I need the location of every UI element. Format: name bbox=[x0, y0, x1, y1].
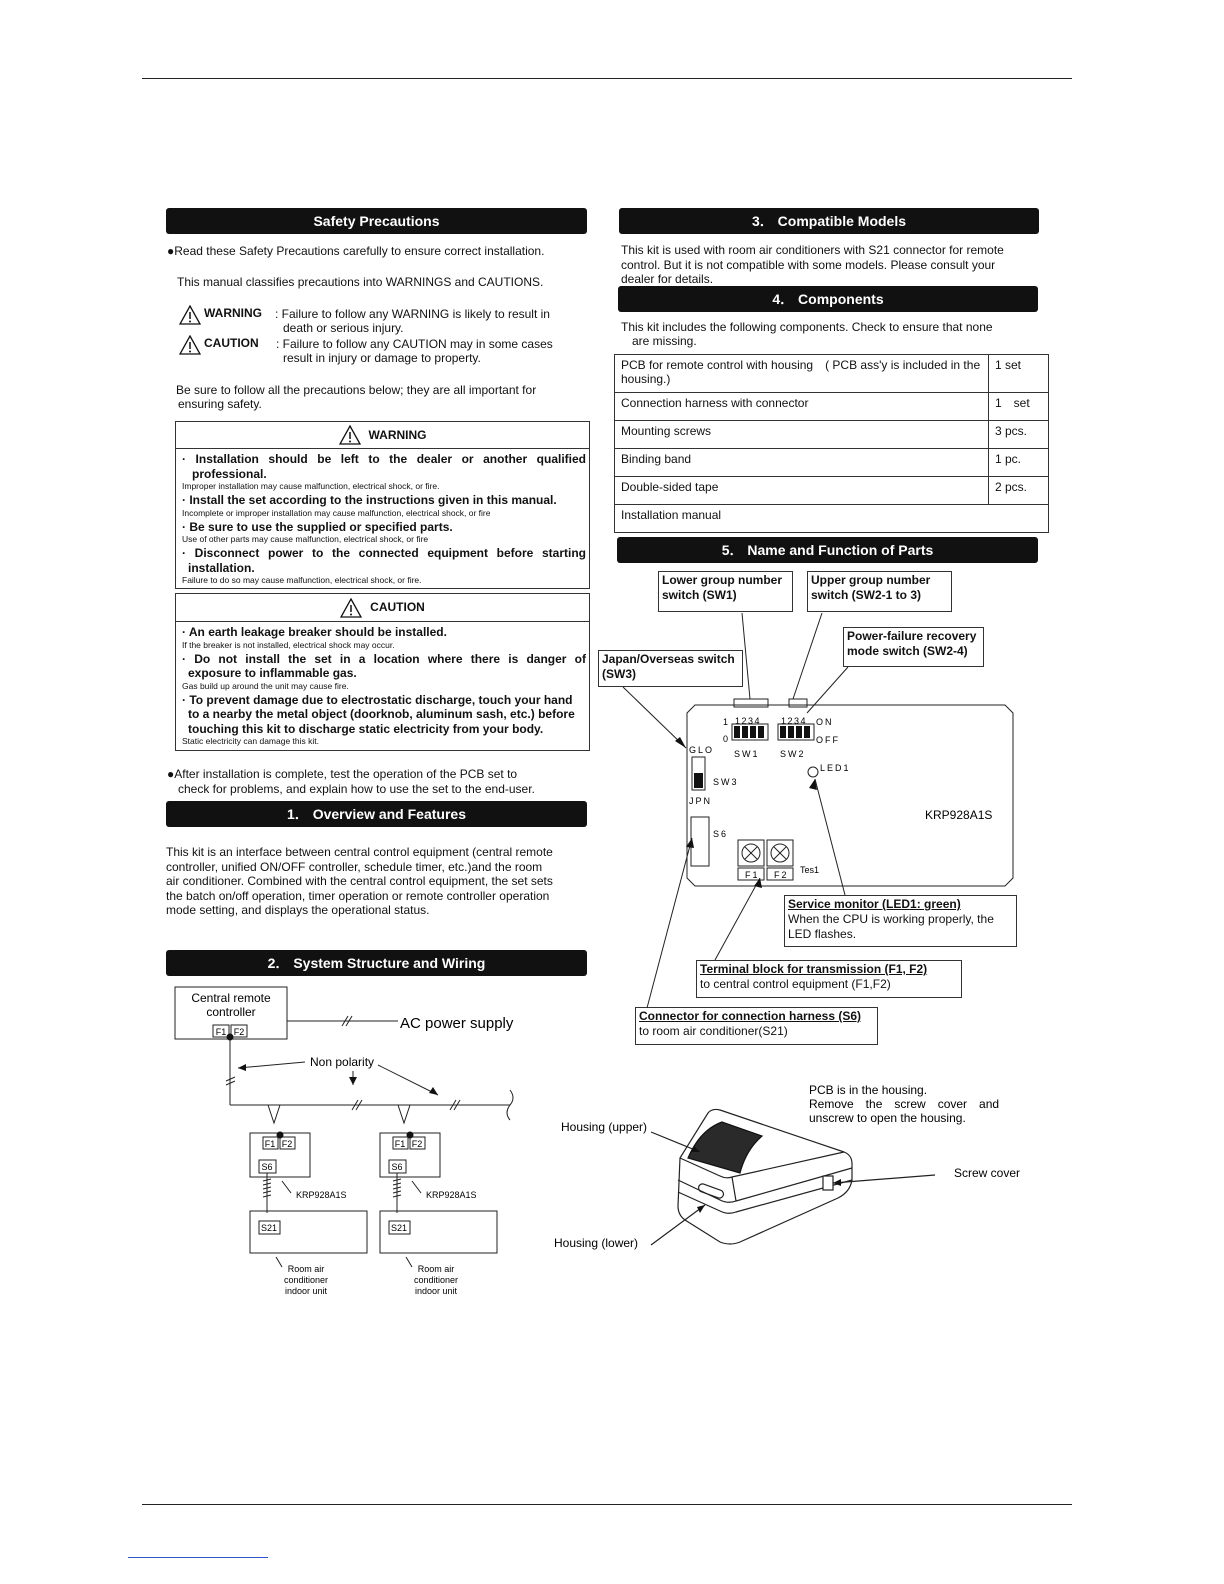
screw-cover bbox=[823, 1176, 833, 1190]
caution-item bbox=[182, 625, 586, 651]
sw1-text: SW1 bbox=[734, 749, 760, 759]
connector-callout-desc: to room air conditioner(S21) bbox=[639, 1024, 788, 1038]
housing-window bbox=[688, 1122, 762, 1173]
sw24-label: Power-failure recovery mode switch (SW2-4) bbox=[843, 627, 984, 667]
legend-caution-desc-1: : Failure to follow any CAUTION may in some cases bbox=[276, 337, 553, 351]
component-name: Installation manual bbox=[615, 505, 1049, 533]
sw2-label: Upper group number switch (SW2-1 to 3) bbox=[807, 571, 952, 612]
legend-warning-label: WARNING bbox=[204, 306, 262, 320]
kit2-s6-text: S6 bbox=[391, 1162, 403, 1172]
pcb-note-3: unscrew to open the housing. bbox=[809, 1111, 966, 1125]
room1-line3: indoor unit bbox=[284, 1286, 328, 1296]
component-qty: 1 set bbox=[989, 393, 1049, 421]
table-row bbox=[615, 477, 1049, 505]
dip-off: OFF bbox=[816, 735, 840, 745]
dip-zero: 0 bbox=[723, 734, 729, 744]
jpn-text: JPN bbox=[689, 796, 713, 806]
housing-lower-label: Housing (lower) bbox=[554, 1236, 639, 1250]
components-table bbox=[614, 354, 1049, 533]
warning-item-title: · Disconnect power to the connected equipment before starting bbox=[182, 546, 586, 560]
warning-item bbox=[182, 520, 586, 546]
dip-on: ON bbox=[816, 717, 834, 727]
compatible-text bbox=[621, 243, 1031, 287]
board-model: KRP928A1S bbox=[925, 808, 993, 822]
led-callout-desc-1: When the CPU is working properly, the bbox=[788, 912, 994, 926]
component-qty: 2 pcs. bbox=[989, 477, 1049, 505]
test-text: Tes1 bbox=[800, 865, 820, 875]
warning-item-note: Improper installation may cause malfunction, electrical shock, or fire. bbox=[182, 481, 440, 491]
warning-item-title: · Install the set according to the instructions given in this manual. bbox=[182, 493, 557, 507]
classify-notice: This manual classifies precautions into WARNINGS and CAUTIONS. bbox=[177, 275, 544, 289]
kit1-krp: KRP928A1S bbox=[296, 1190, 347, 1200]
after-install-2: check for problems, and explain how to use the set to the end-user. bbox=[178, 782, 535, 796]
legend-warning-desc-1: : Failure to follow any WARNING is likely to result in bbox=[275, 307, 550, 321]
terminal-callout-desc: to central control equipment (F1,F2) bbox=[700, 977, 891, 991]
led1-text: LED1 bbox=[820, 763, 851, 773]
s6-connector bbox=[691, 817, 709, 866]
housing-diagram bbox=[550, 1080, 1040, 1260]
f1-text: F1 bbox=[745, 870, 760, 880]
legend-warning-desc-2: death or serious injury. bbox=[283, 321, 404, 335]
caution-item-note: Gas build up around the unit may cause fire. bbox=[182, 680, 349, 691]
warning-box-icon bbox=[339, 425, 361, 445]
warning-list bbox=[182, 452, 586, 586]
screw-cover-label: Screw cover bbox=[954, 1166, 1021, 1180]
caution-box-title: CAUTION bbox=[370, 600, 425, 615]
caution-box-header bbox=[176, 594, 589, 622]
wiring-diagram bbox=[170, 985, 530, 1305]
after-install-1: ●After installation is complete, test the operation of the PCB set to bbox=[167, 767, 518, 781]
parts-header: 5． Name and Function of Parts bbox=[617, 537, 1038, 563]
compatible-line: control. But it is not compatible with some models. Please consult your bbox=[621, 257, 996, 272]
top-rule bbox=[142, 78, 1072, 79]
component-name: Binding band bbox=[615, 449, 989, 477]
warning-item-title-2: professional. bbox=[192, 466, 267, 481]
led-callout-title: Service monitor (LED1: green) bbox=[788, 897, 961, 911]
sw3-label: Japan/Overseas switch (SW3) bbox=[598, 650, 743, 687]
components-intro-2: are missing. bbox=[632, 334, 697, 348]
caution-item-title: · To prevent damage due to electrostatic discharge, touch your hand bbox=[182, 692, 573, 707]
warning-box-header bbox=[176, 422, 589, 449]
sw2-text: SW2 bbox=[780, 749, 806, 759]
central-label-1: Central remote bbox=[191, 991, 271, 1005]
component-qty: 1 pc. bbox=[989, 449, 1049, 477]
room1-line1: Room air bbox=[287, 1264, 325, 1274]
legend-caution-label: CAUTION bbox=[204, 336, 259, 350]
component-qty: 3 pcs. bbox=[989, 421, 1049, 449]
room2-line2: conditioner bbox=[413, 1275, 459, 1285]
warning-item-note: Use of other parts may cause malfunction, electrical shock, or fire bbox=[182, 534, 429, 544]
overview-text bbox=[166, 845, 576, 918]
caution-item-title-2: to a nearby the metal object (doorknob, aluminum sash, etc.) before bbox=[188, 707, 575, 721]
overview-line: the batch on/off operation, timer operation or remote controller operation bbox=[166, 888, 550, 903]
f2-text: F2 bbox=[774, 870, 789, 880]
compatible-header: 3． Compatible Models bbox=[619, 208, 1039, 234]
overview-header: 1． Overview and Features bbox=[166, 801, 587, 827]
compatible-line: dealer for details. bbox=[621, 272, 714, 286]
warning-item-title-2: installation. bbox=[188, 560, 255, 575]
component-name: Connection harness with connector bbox=[615, 393, 989, 421]
overview-line: mode setting, and displays the operational status. bbox=[166, 903, 430, 917]
caution-item bbox=[182, 652, 586, 692]
caution-list bbox=[182, 625, 586, 747]
caution-item-title: · Do not install the set in a location where there is danger of bbox=[182, 651, 586, 666]
caution-item-note: If the breaker is not installed, electrical shock may occur. bbox=[182, 639, 395, 650]
follow-text-1: Be sure to follow all the precautions below; they are all important for bbox=[176, 383, 537, 397]
warning-triangle-icon bbox=[179, 305, 201, 325]
warning-item bbox=[182, 452, 586, 492]
sw1-label: Lower group number switch (SW1) bbox=[658, 571, 793, 612]
table-row bbox=[615, 393, 1049, 421]
footer-link-underline[interactable] bbox=[128, 1557, 268, 1558]
ac2-s21-text: S21 bbox=[390, 1223, 408, 1233]
dip-one: 1 bbox=[723, 717, 729, 727]
table-row bbox=[615, 449, 1049, 477]
led-callout-desc-2: LED flashes. bbox=[788, 927, 857, 941]
central-f1: F1 bbox=[215, 1027, 227, 1037]
caution-item-title: · An earth leakage breaker should be installed. bbox=[182, 625, 447, 639]
s6-text: S6 bbox=[713, 829, 729, 839]
warning-item-note: Incomplete or improper installation may cause malfunction, electrical shock, or fire bbox=[182, 507, 491, 518]
kit2-f1-text: F1 bbox=[394, 1139, 406, 1149]
legend-caution-desc-2: result in injury or damage to property. bbox=[283, 351, 481, 365]
warning-box-title: WARNING bbox=[368, 427, 427, 442]
table-row bbox=[615, 505, 1049, 533]
caution-triangle-icon bbox=[179, 335, 201, 355]
table-row bbox=[615, 355, 1049, 393]
terminal-callout-title: Terminal block for transmission (F1, F2) bbox=[700, 962, 928, 976]
warning-item bbox=[182, 546, 586, 586]
overview-line: air conditioner. Combined with the central control equipment, the set sets bbox=[166, 874, 553, 888]
central-label-2: controller bbox=[206, 1005, 256, 1019]
pcb-note-2: Remove the screw cover and bbox=[809, 1097, 1000, 1111]
pcb-note-1: PCB is in the housing. bbox=[809, 1083, 928, 1097]
overview-line: controller, unified ON/OFF controller, schedule timer, etc.)and the room bbox=[166, 859, 543, 874]
connector-callout-title: Connector for connection harness (S6) bbox=[639, 1009, 862, 1023]
caution-item-note: Static electricity can damage this kit. bbox=[182, 736, 320, 746]
safety-header: Safety Precautions bbox=[166, 208, 587, 234]
component-qty: 1 set bbox=[989, 355, 1049, 393]
led1-indicator bbox=[808, 767, 818, 777]
sw1-dip-nums: 1234 bbox=[735, 716, 762, 726]
read-notice: ●Read these Safety Precautions carefully to ensure correct installation. bbox=[167, 244, 545, 258]
caution-item-title-2: exposure to inflammable gas. bbox=[188, 666, 357, 680]
central-f2: F2 bbox=[233, 1027, 245, 1037]
room1-line2: conditioner bbox=[283, 1275, 329, 1285]
warning-box bbox=[175, 421, 590, 589]
component-name: PCB for remote control with housing ( PCB ass'y is included in the housing.) bbox=[615, 355, 989, 393]
overview-line: This kit is an interface between central control equipment (central remote bbox=[166, 845, 553, 859]
component-name: Mounting screws bbox=[615, 421, 989, 449]
ac-power-label: AC power supply bbox=[400, 1015, 514, 1032]
compatible-line: This kit is used with room air conditioners with S21 connector for remote bbox=[621, 243, 1004, 257]
warning-item-note: Failure to do so may cause malfunction, electrical shock, or fire. bbox=[182, 575, 422, 585]
components-intro-1: This kit includes the following components. Check to ensure that none bbox=[621, 320, 993, 334]
room2-line3: indoor unit bbox=[414, 1286, 458, 1296]
kit1-s6-text: S6 bbox=[261, 1162, 273, 1172]
ac1-s21-text: S21 bbox=[260, 1223, 278, 1233]
kit1-f2-text: F2 bbox=[281, 1139, 293, 1149]
warning-item-title: · Be sure to use the supplied or specified parts. bbox=[182, 519, 453, 534]
legend-warning bbox=[179, 305, 579, 339]
components-header: 4． Components bbox=[618, 286, 1038, 312]
component-name: Double-sided tape bbox=[615, 477, 989, 505]
sw2-dip-nums: 1234 bbox=[781, 716, 808, 726]
caution-box bbox=[175, 593, 590, 751]
room2-line1: Room air bbox=[417, 1264, 455, 1274]
caution-item bbox=[182, 693, 586, 748]
glo-text: GLO bbox=[689, 745, 715, 755]
kit2-f2-text: F2 bbox=[411, 1139, 423, 1149]
non-polarity-label: Non polarity bbox=[310, 1055, 375, 1069]
warning-item bbox=[182, 493, 586, 519]
warning-item-title: · Installation should be left to the dealer or another qualified bbox=[182, 452, 586, 466]
bottom-rule bbox=[142, 1504, 1072, 1505]
housing-upper-label: Housing (upper) bbox=[561, 1120, 648, 1134]
legend-caution bbox=[179, 335, 579, 369]
kit1-f1-text: F1 bbox=[264, 1139, 276, 1149]
system-header: 2． System Structure and Wiring bbox=[166, 950, 587, 976]
caution-item-title-3: touching this kit to discharge static electricity from your body. bbox=[188, 721, 544, 736]
sw3-text: SW3 bbox=[713, 777, 739, 787]
caution-box-icon bbox=[340, 598, 362, 618]
kit2-krp: KRP928A1S bbox=[426, 1190, 477, 1200]
follow-text-2: ensuring safety. bbox=[178, 397, 262, 411]
pcb-diagram bbox=[595, 610, 1025, 1050]
table-row bbox=[615, 421, 1049, 449]
